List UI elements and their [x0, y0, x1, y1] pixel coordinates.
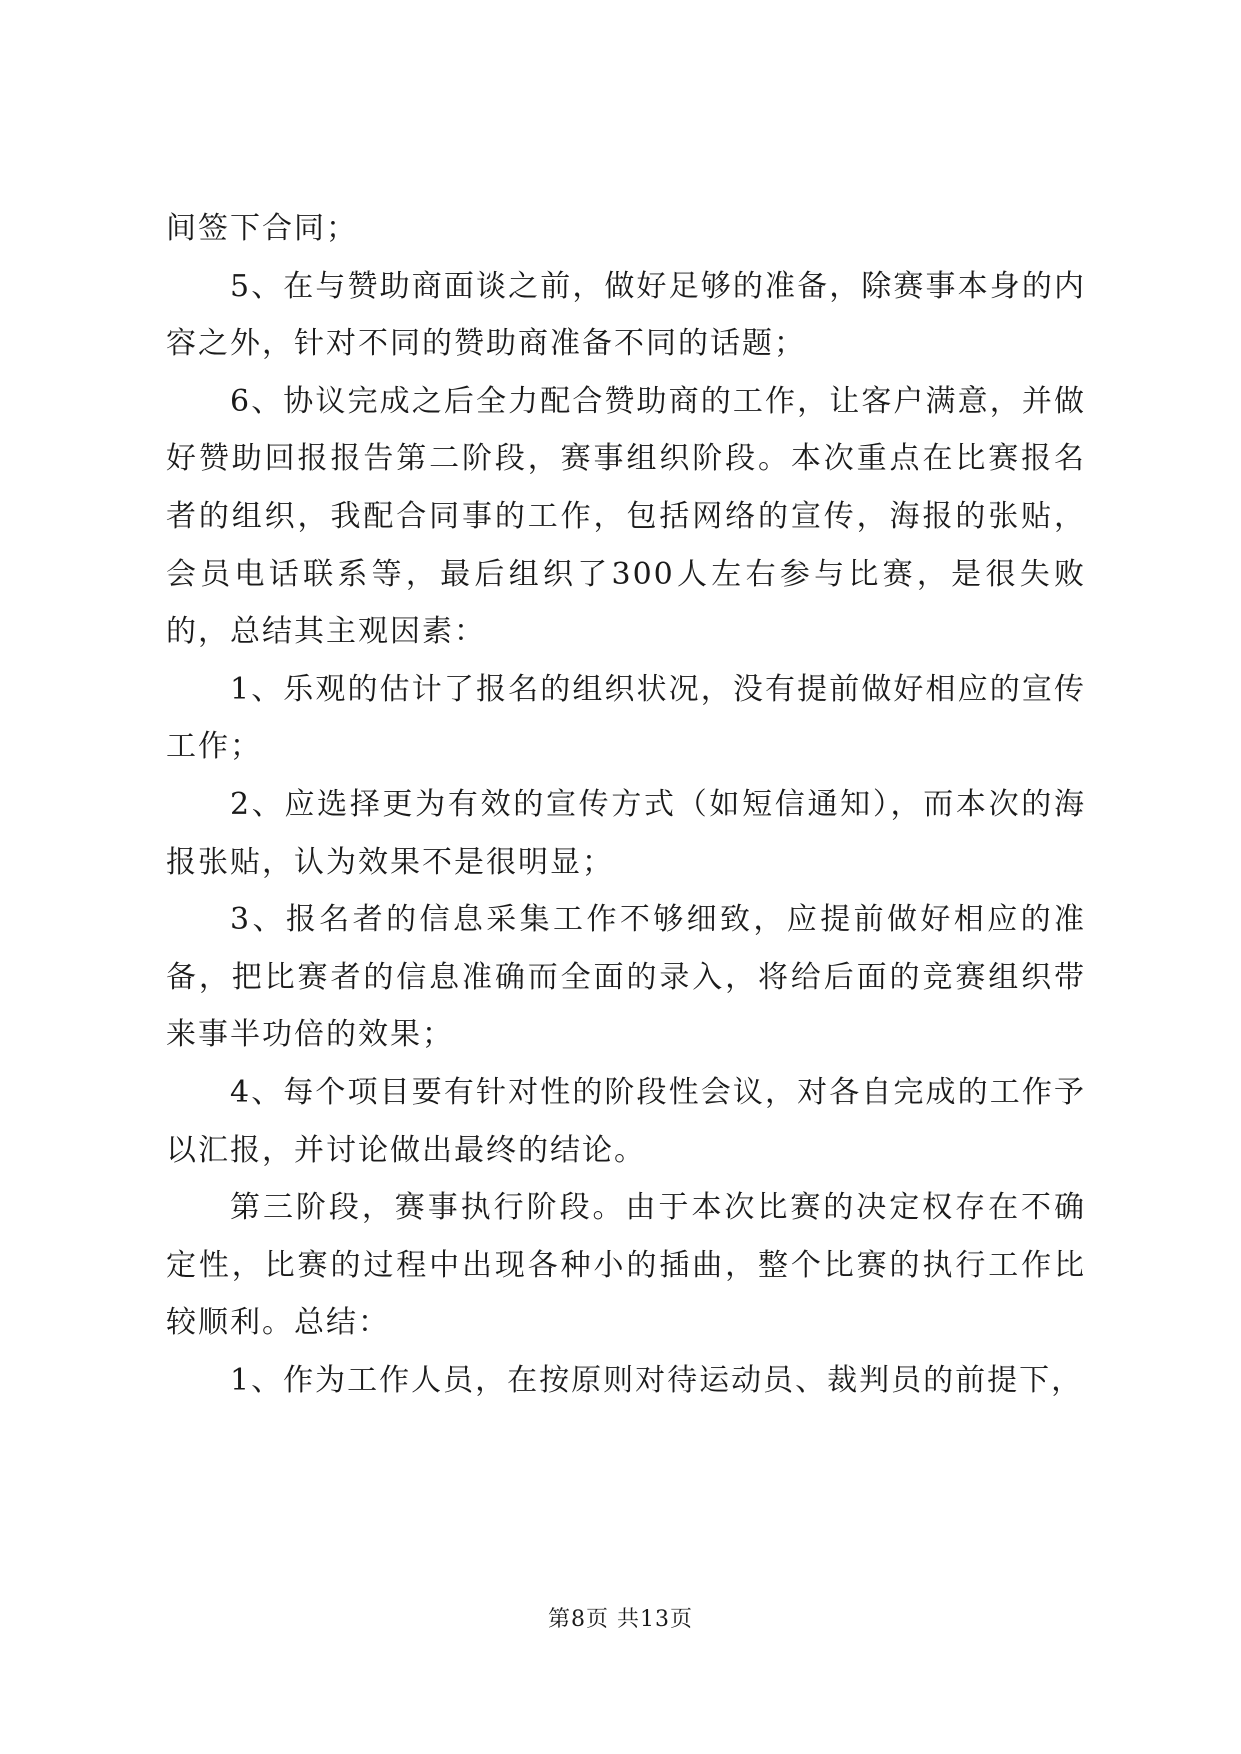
paragraph: 间签下合同；: [166, 211, 358, 246]
body-text: [166, 200, 1086, 1409]
page-number-footer: 第8页 共13页: [548, 1607, 693, 1632]
paragraph: 6、协议完成之后全力配合赞助商的工作，让客户满意，并做好赞助回报报告第二阶段，赛事组织阶段。本次重点在比赛报名者的组织，我配合同事的工作，包括网络的宣传，海报的张贴，会员电话联系等，最后组织了300人左右参与比赛，是很失败的，总结其主观因素：: [166, 383, 1086, 650]
paragraph: 3、报名者的信息采集工作不够细致，应提前做好相应的准备，把比赛者的信息准确而全面的录入，将给后面的竞赛组织带来事半功倍的效果；: [166, 902, 1086, 1053]
paragraph: 2、应选择更为有效的宣传方式（如短信通知），而本次的海报张贴，认为效果不是很明显；: [166, 786, 1086, 880]
paragraph: 第三阶段，赛事执行阶段。由于本次比赛的决定权存在不确定性，比赛的过程中出现各种小的插曲，整个比赛的执行工作比较顺利。总结：: [166, 1190, 1086, 1341]
paragraph: 5、在与赞助商面谈之前，做好足够的准备，除赛事本身的内容之外，针对不同的赞助商准备不同的话题；: [166, 268, 1086, 362]
paragraph: 1、乐观的估计了报名的组织状况，没有提前做好相应的宣传工作；: [166, 671, 1086, 765]
paragraph: 1、作为工作人员，在按原则对待运动员、裁判员的前提下，: [230, 1362, 1084, 1398]
paragraph: 4、每个项目要有针对性的阶段性会议，对各自完成的工作予以汇报，并讨论做出最终的结论。: [166, 1074, 1086, 1168]
